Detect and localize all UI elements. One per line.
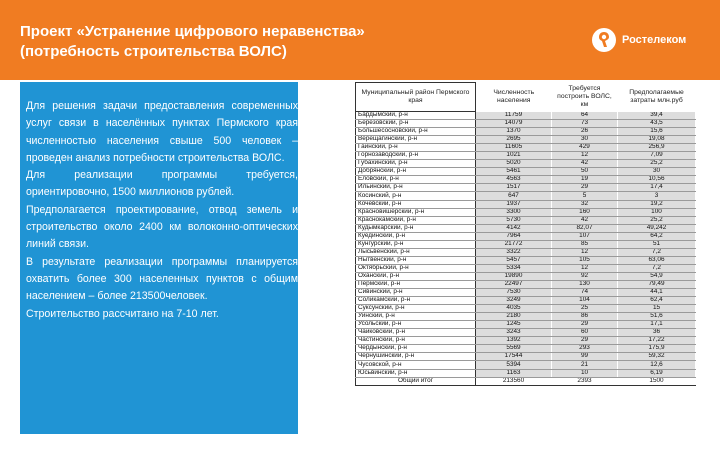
table-cell-population: 4563 (476, 176, 552, 184)
table-cell-district: Пермский, р-н (356, 280, 476, 288)
table-cell-district: Общий итог (356, 377, 476, 385)
table-cell-district: Горнозаводский, р-н (356, 152, 476, 160)
table-cell-population: 5020 (476, 160, 552, 168)
table-cell-population: 17544 (476, 353, 552, 361)
table-cell-costs: 19,2 (618, 200, 696, 208)
table-row (356, 272, 696, 280)
table-cell-fiber-km: 105 (552, 256, 618, 264)
table-row (356, 256, 696, 264)
table-cell-district: Уинский, р-н (356, 313, 476, 321)
table-cell-district: Большесосновский, р-н (356, 128, 476, 136)
table-cell-fiber-km: 12 (552, 264, 618, 272)
table-cell-population: 4035 (476, 305, 552, 313)
table-cell-population: 1517 (476, 184, 552, 192)
info-paragraph: Для реализации программы требуется, ориентировочно, 1500 миллионов рублей. (26, 169, 298, 199)
table-cell-costs: 49,242 (618, 224, 696, 232)
table-cell-population: 5457 (476, 256, 552, 264)
districts-table (355, 82, 696, 386)
table-row (356, 184, 696, 192)
table-cell-costs: 1500 (618, 377, 696, 385)
table-row (356, 208, 696, 216)
table-cell-costs: 17,1 (618, 321, 696, 329)
table-cell-district: Октябрьский, р-н (356, 264, 476, 272)
table-cell-fiber-km: 92 (552, 272, 618, 280)
table-cell-fiber-km: 29 (552, 337, 618, 345)
table-row (356, 240, 696, 248)
table-row (356, 128, 696, 136)
table-cell-costs: 19,08 (618, 136, 696, 144)
table-row (356, 192, 696, 200)
table-cell-population: 2695 (476, 136, 552, 144)
table-cell-fiber-km: 85 (552, 240, 618, 248)
table-cell-population: 3300 (476, 208, 552, 216)
info-paragraph: Предполагается проектирование, отвод земель и строительство около 2400 км волоконно-оптических линий связи. (26, 203, 298, 251)
table-cell-costs: 17,22 (618, 337, 696, 345)
table-row (356, 176, 696, 184)
table-row (356, 297, 696, 305)
table-row (356, 321, 696, 329)
table-cell-district: Ильинский, р-н (356, 184, 476, 192)
table-cell-costs: 44,1 (618, 289, 696, 297)
table-cell-costs: 175,9 (618, 345, 696, 353)
table-cell-costs: 12,6 (618, 361, 696, 369)
table-cell-fiber-km: 30 (552, 136, 618, 144)
table-cell-fiber-km: 82,07 (552, 224, 618, 232)
table-cell-district: Лысьвенский, р-н (356, 248, 476, 256)
table-cell-fiber-km: 50 (552, 168, 618, 176)
table-cell-costs: 3 (618, 192, 696, 200)
table-row (356, 168, 696, 176)
column-header-population: Численность населения (476, 83, 552, 112)
table-header-row (356, 83, 696, 112)
table-cell-population: 1937 (476, 200, 552, 208)
table-cell-population: 5730 (476, 216, 552, 224)
table-cell-population: 1392 (476, 337, 552, 345)
table-cell-costs: 30 (618, 168, 696, 176)
table-cell-costs: 10,56 (618, 176, 696, 184)
table-row (356, 120, 696, 128)
table-cell-population: 1021 (476, 152, 552, 160)
table-cell-costs: 54,9 (618, 272, 696, 280)
table-cell-district: Чернушинский, р-н (356, 353, 476, 361)
table-body (356, 112, 696, 386)
table-cell-costs: 25,2 (618, 216, 696, 224)
table-cell-fiber-km: 42 (552, 160, 618, 168)
table-row (356, 112, 696, 120)
table-cell-population: 647 (476, 192, 552, 200)
table-cell-costs: 17,4 (618, 184, 696, 192)
table-cell-fiber-km: 429 (552, 144, 618, 152)
table-cell-district: Верещагинский, р-н (356, 136, 476, 144)
table-row (356, 248, 696, 256)
table-cell-costs: 43,5 (618, 120, 696, 128)
table-cell-population: 1245 (476, 321, 552, 329)
table-cell-district: Чайковский, р-н (356, 329, 476, 337)
info-paragraph: В результате реализации программы планируется охватить более 300 населенных пунктов с общим населением – более 213500человек. (26, 255, 298, 303)
table-cell-population: 4142 (476, 224, 552, 232)
rostelecom-logo (592, 28, 702, 60)
table-cell-population: 3249 (476, 297, 552, 305)
table-cell-district: Гайнский, р-н (356, 144, 476, 152)
table-cell-population: 3322 (476, 248, 552, 256)
table-cell-population: 5334 (476, 264, 552, 272)
table-cell-costs: 39,4 (618, 112, 696, 120)
table-cell-population: 5461 (476, 168, 552, 176)
table-cell-costs: 7,2 (618, 264, 696, 272)
table-cell-fiber-km: 12 (552, 152, 618, 160)
header-banner (0, 0, 720, 80)
table-cell-fiber-km: 60 (552, 329, 618, 337)
table-cell-district: Березовский, р-н (356, 120, 476, 128)
table-row (356, 200, 696, 208)
table-cell-fiber-km: 12 (552, 248, 618, 256)
table-cell-population: 21772 (476, 240, 552, 248)
column-header-costs: Предполагаемые затраты млн.руб (618, 83, 696, 112)
table-cell-district: Оханский, р-н (356, 272, 476, 280)
table-row (356, 353, 696, 361)
table-cell-costs: 15 (618, 305, 696, 313)
table-row (356, 369, 696, 377)
table-cell-district: Еловский, р-н (356, 176, 476, 184)
title-line-2: (потребность строительства ВОЛС) (20, 43, 287, 60)
table-row (356, 280, 696, 288)
table-cell-district: Добрянский, р-н (356, 168, 476, 176)
table-cell-fiber-km: 5 (552, 192, 618, 200)
table-cell-district: Суксунский, р-н (356, 305, 476, 313)
table-cell-district: Кудымкарский, р-н (356, 224, 476, 232)
table-cell-costs: 36 (618, 329, 696, 337)
table-cell-district: Усольский, р-н (356, 321, 476, 329)
table-cell-district: Губахинский, р-н (356, 160, 476, 168)
table-row (356, 216, 696, 224)
table-total-row (356, 377, 696, 385)
table-cell-costs: 63,06 (618, 256, 696, 264)
table-cell-district: Нытвенский, р-н (356, 256, 476, 264)
districts-table-container (355, 82, 695, 386)
table-cell-population: 22497 (476, 280, 552, 288)
table-cell-fiber-km: 64 (552, 112, 618, 120)
table-row (356, 337, 696, 345)
table-cell-population: 5569 (476, 345, 552, 353)
table-row (356, 345, 696, 353)
table-cell-fiber-km: 42 (552, 216, 618, 224)
info-panel (20, 82, 298, 434)
table-cell-district: Сивинский, р-н (356, 289, 476, 297)
table-cell-population: 2180 (476, 313, 552, 321)
table-cell-district: Юсьвинский, р-н (356, 369, 476, 377)
table-cell-costs: 51,6 (618, 313, 696, 321)
table-cell-fiber-km: 160 (552, 208, 618, 216)
column-header-fiber-km: Требуется построить ВОЛС, км (552, 83, 618, 112)
table-cell-costs: 7,2 (618, 248, 696, 256)
table-cell-population: 1370 (476, 128, 552, 136)
table-cell-population: 3243 (476, 329, 552, 337)
table-cell-fiber-km: 29 (552, 321, 618, 329)
info-text (26, 98, 298, 323)
table-cell-district: Красновишерский, р-н (356, 208, 476, 216)
table-cell-district: Частинский, р-н (356, 337, 476, 345)
table-cell-district: Краснокамский, р-н (356, 216, 476, 224)
table-row (356, 152, 696, 160)
rostelecom-logo-icon (592, 28, 616, 52)
table-cell-fiber-km: 130 (552, 280, 618, 288)
table-cell-costs: 59,32 (618, 353, 696, 361)
table-cell-costs: 79,49 (618, 280, 696, 288)
table-cell-population: 11605 (476, 144, 552, 152)
table-cell-population: 213560 (476, 377, 552, 385)
table-cell-fiber-km: 10 (552, 369, 618, 377)
table-cell-district: Соликамский, р-н (356, 297, 476, 305)
table-cell-population: 1163 (476, 369, 552, 377)
page-title (20, 22, 580, 62)
info-paragraph: Строительство рассчитано на 7-10 лет. (26, 307, 219, 320)
table-row (356, 313, 696, 321)
table-row (356, 289, 696, 297)
table-cell-fiber-km: 104 (552, 297, 618, 305)
table-cell-fiber-km: 107 (552, 232, 618, 240)
table-cell-district: Кунгурский, р-н (356, 240, 476, 248)
table-row (356, 329, 696, 337)
table-cell-population: 19890 (476, 272, 552, 280)
table-row (356, 136, 696, 144)
table-cell-costs: 64,2 (618, 232, 696, 240)
info-paragraph: Для решения задачи предоставления современных услуг связи в населённых пунктах Пермского края численностью населения свыше 500 человек – проведен анализ потребности строительства ВОЛС. (26, 100, 298, 164)
table-cell-costs: 62,4 (618, 297, 696, 305)
table-row (356, 160, 696, 168)
table-cell-costs: 51 (618, 240, 696, 248)
table-cell-population: 11759 (476, 112, 552, 120)
table-cell-fiber-km: 19 (552, 176, 618, 184)
table-cell-costs: 15,6 (618, 128, 696, 136)
table-cell-costs: 25,2 (618, 160, 696, 168)
table-cell-fiber-km: 32 (552, 200, 618, 208)
column-header-district: Муниципальный район Пермского края (356, 83, 476, 112)
table-cell-population: 5394 (476, 361, 552, 369)
table-cell-population: 7530 (476, 289, 552, 297)
table-cell-costs: 256,9 (618, 144, 696, 152)
table-cell-district: Кочевский, р-н (356, 200, 476, 208)
table-cell-population: 7964 (476, 232, 552, 240)
table-cell-fiber-km: 74 (552, 289, 618, 297)
table-row (356, 144, 696, 152)
table-row (356, 361, 696, 369)
table-cell-costs: 7,09 (618, 152, 696, 160)
table-row (356, 224, 696, 232)
table-cell-population: 14079 (476, 120, 552, 128)
table-cell-district: Чусовской, р-н (356, 361, 476, 369)
table-cell-costs: 6,19 (618, 369, 696, 377)
brand-name: Ростелеком (622, 34, 687, 46)
table-row (356, 264, 696, 272)
table-cell-district: Чердынский, р-н (356, 345, 476, 353)
table-cell-fiber-km: 86 (552, 313, 618, 321)
table-cell-fiber-km: 21 (552, 361, 618, 369)
table-cell-fiber-km: 293 (552, 345, 618, 353)
table-cell-district: Куединский, р-н (356, 232, 476, 240)
table-row (356, 305, 696, 313)
table-cell-fiber-km: 25 (552, 305, 618, 313)
table-cell-fiber-km: 99 (552, 353, 618, 361)
table-row (356, 232, 696, 240)
table-cell-fiber-km: 29 (552, 184, 618, 192)
title-line-1: Проект «Устранение цифрового неравенства» (20, 23, 365, 40)
table-cell-district: Бардымский, р-н (356, 112, 476, 120)
table-cell-fiber-km: 73 (552, 120, 618, 128)
table-cell-costs: 100 (618, 208, 696, 216)
table-cell-district: Косинский, р-н (356, 192, 476, 200)
table-cell-fiber-km: 26 (552, 128, 618, 136)
table-cell-fiber-km: 2393 (552, 377, 618, 385)
